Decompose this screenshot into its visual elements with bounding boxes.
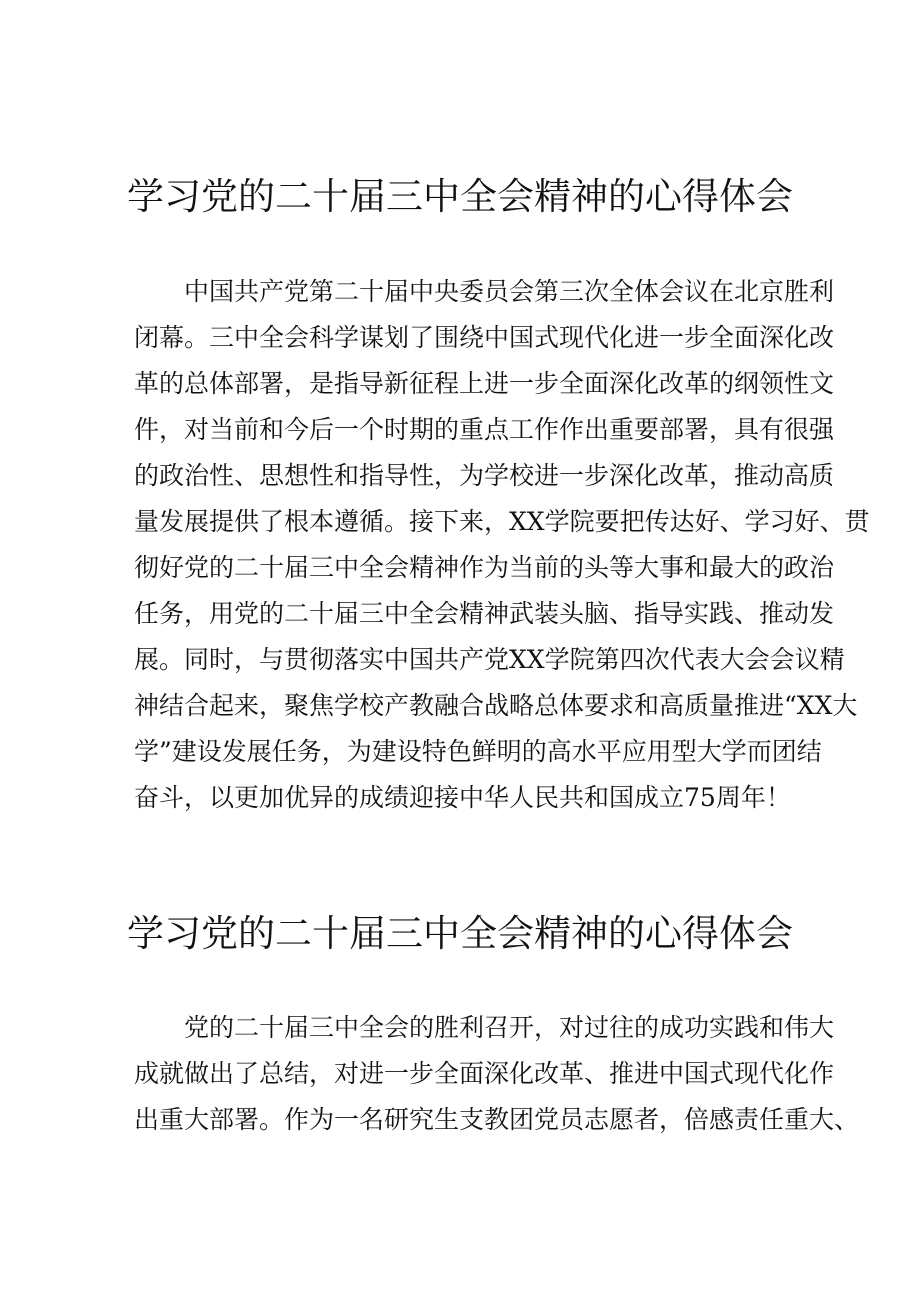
paragraph-line: 革的总体部署，是指导新征程上进一步全面深化改革的纲领性文 <box>134 369 835 398</box>
paragraph-line: 量发展提供了根本遵循。接下来，XX学院要把传达好、学习好、贯 <box>134 507 870 536</box>
paragraph-line: 闭幕。三中全会科学谋划了围绕中国式现代化进一步全面深化改 <box>134 323 835 352</box>
paragraph-line: 中国共产党第二十届中央委员会第三次全体会议在北京胜利 <box>184 277 835 306</box>
paragraph-line: 出重大部署。作为一名研究生支教团党员志愿者，倍感责任重大、 <box>134 1105 860 1134</box>
paragraph-line: 件，对当前和今后一个时期的重点工作作出重要部署，具有很强 <box>134 415 835 444</box>
paragraph-line: 学”建设发展任务，为建设特色鲜明的高水平应用型大学而团结 <box>134 737 822 766</box>
paragraph-line: 展。同时，与贯彻落实中国共产党XX学院第四次代表大会会议精 <box>134 645 845 674</box>
section-2-paragraph <box>134 1005 860 1143</box>
paragraph-line: 的政治性、思想性和指导性，为学校进一步深化改革，推动高质 <box>134 461 835 490</box>
section-1-paragraph <box>134 269 870 821</box>
paragraph-line: 任务，用党的二十届三中全会精神武装头脑、指导实践、推动发 <box>134 599 835 628</box>
paragraph-line: 党的二十届三中全会的胜利召开，对过往的成功实践和伟大 <box>184 1013 835 1042</box>
paragraph-line: 奋斗，以更加优异的成绩迎接中华人民共和国成立75周年！ <box>134 783 791 812</box>
paragraph-line: 成就做出了总结，对进一步全面深化改革、推进中国式现代化作 <box>134 1059 835 1088</box>
section-1-title: 学习党的二十届三中全会精神的心得体会 <box>127 175 793 218</box>
section-2-title: 学习党的二十届三中全会精神的心得体会 <box>127 912 793 955</box>
paragraph-line: 神结合起来，聚焦学校产教融合战略总体要求和高质量推进“XX大 <box>134 691 858 720</box>
paragraph-line: 彻好党的二十届三中全会精神作为当前的头等大事和最大的政治 <box>134 553 835 582</box>
